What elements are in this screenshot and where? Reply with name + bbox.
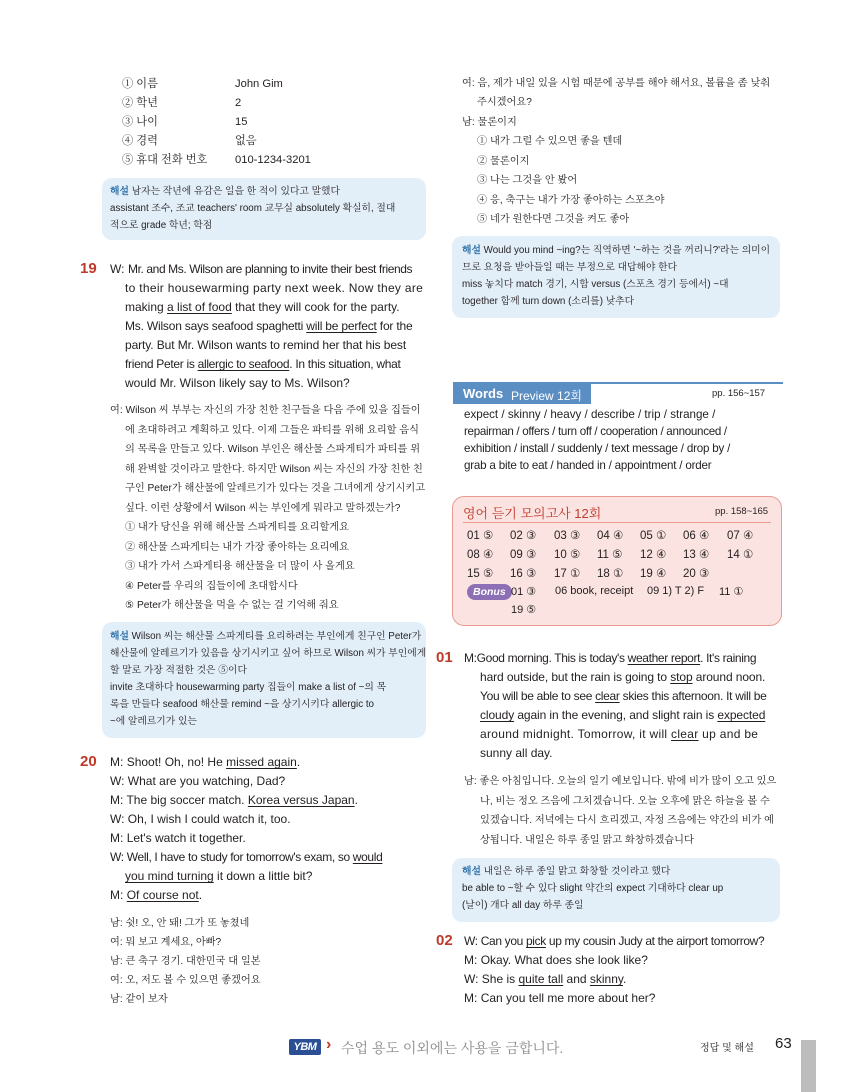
box19-line-1: 해설 Wilson 씨는 해산물 스파게티를 요리하려는 부인에게 친구인 Peter가: [110, 631, 422, 642]
q20-ko-2: 여: 뭐 보고 계세요, 아빠?: [110, 937, 222, 948]
q20-option-4: ④ 응, 축구는 내가 가장 좋아하는 스포츠야: [477, 195, 665, 206]
form-item-1: ① 이름: [122, 78, 158, 90]
question-number-02: 02: [436, 932, 453, 949]
box20-line-3: miss 놓치다 match 경기, 시합 versus (스포츠 경기 등에서) ~대: [462, 279, 729, 290]
question-number-01: 01: [436, 649, 453, 666]
form-value-2: 2: [235, 97, 242, 109]
words-subtitle: Preview 12회: [511, 389, 582, 403]
q19-line-4: Ms. Wilson says seafood spaghetti will be perfect for the: [125, 319, 413, 333]
page-edge-tab: [801, 1040, 816, 1092]
answer-key-pages: pp. 158~165: [715, 506, 769, 517]
form-value-1: John Gim: [235, 78, 283, 90]
q19-line-6: friend Peter is allergic to seafood. In this situation, what: [125, 357, 401, 371]
words-line-2: repairman / offers / turn off / cooperation / announced /: [464, 425, 727, 438]
q19-option-4: ④ Peter를 우리의 집들이에 초대합시다: [125, 581, 298, 592]
bonus-2: 06 book, receipt: [555, 585, 634, 597]
box18-line-3: 적으로 grade 학년; 학점: [110, 220, 213, 231]
q01-line-2: hard outside, but the rain is going to stop around noon.: [480, 670, 766, 684]
words-line-3: exhibition / install / suddenly / text message / drop by /: [464, 442, 731, 455]
form-item-5: ⑤ 휴대 전화 번호: [122, 154, 208, 166]
q19-option-5: ⑤ Peter가 해산물을 먹을 수 없는 걸 기억해 줘요: [125, 600, 339, 611]
q20-line-6: W: Well, I have to study for tomorrow's exam, so would: [110, 850, 383, 864]
q01-line-3: You will be able to see clear skies this afternoon. It will be: [480, 689, 767, 703]
q01-ko-1: 남: 좋은 아침입니다. 오늘의 일기 예보입니다. 밖에 비가 많이 오고 있으: [464, 776, 777, 787]
q01-line-6: sunny all day.: [480, 746, 553, 760]
footer-notice: 수업 용도 이외에는 사용을 금합니다.: [341, 1040, 564, 1056]
q19-option-1: ① 내가 당신을 위해 해산물 스파게티를 요리할게요: [125, 522, 349, 533]
page-number: 63: [775, 1035, 792, 1052]
q19-speaker: W:: [110, 262, 125, 276]
box19-line-2: 해산물에 알레르기가 있음을 상기시키고 싶어 하므로 Wilson 씨가 부인에게: [110, 648, 427, 659]
q19-ko-2: 에 초대하려고 계획하고 있다. 이제 그들은 파티를 위해 요리할 음식: [125, 425, 420, 436]
q20-line-4: W: Oh, I wish I could watch it, too.: [110, 812, 291, 826]
q20-option-3: ③ 나는 그것을 안 봤어: [477, 175, 578, 186]
q02-line-1: W: Can you pick up my cousin Judy at the airport tomorrow?: [464, 934, 765, 948]
q19-ko-6: 싶다. 이런 상황에서 Wilson 씨는 부인에게 뭐라고 말하겠는가?: [125, 503, 401, 514]
form-value-5: 010-1234-3201: [235, 154, 311, 166]
q19-line-5: party. But Mr. Wilson wants to remind her that his best: [125, 338, 407, 352]
q01-ko-4: 상됩니다. 내일은 하루 종일 맑고 화창하겠습니다: [480, 835, 694, 846]
q19-line-7: would Mr. Wilson likely say to Ms. Wilson?: [125, 376, 350, 390]
q20-option-1: ① 내가 그럴 수 있으면 좋을 텐데: [477, 136, 623, 147]
q19-ko-5: 구인 Peter가 해산물에 알레르기가 있다는 것을 그녀에게 상기시키고: [125, 483, 426, 494]
explanation-tag: 해설: [462, 866, 481, 877]
q20c-line-1: 여: 음, 제가 내일 있을 시험 때문에 공부를 해야 해서요, 볼륨을 좀 낮춰: [462, 78, 771, 89]
q20-line-5: M: Let's watch it together.: [110, 831, 246, 845]
q19-line-3: making a list of food that they will cook for the party.: [125, 300, 400, 314]
q19-ko-3: 의 목록을 만들고 있다. Wilson 부인은 해산물 스파게티가 파티를 위: [125, 444, 421, 455]
box20-line-4: together 함께 turn down (소리를) 낮추다: [462, 296, 635, 307]
words-line-1: expect / skinny / heavy / describe / trip / strange /: [464, 408, 716, 421]
explanation-box-01: [452, 858, 780, 922]
chevron-right-icon: ›: [326, 1036, 332, 1053]
box20-line-2: 므로 요청을 받아들일 때는 부정으로 대답해야 한다: [462, 262, 678, 273]
q19-line-1: Mr. and Ms. Wilson are planning to invite their best friends: [128, 262, 413, 276]
q20-option-5: ⑤ 네가 원한다면 그것을 켜도 좋아: [477, 214, 630, 225]
q02-line-3: W: She is quite tall and skinny.: [464, 972, 627, 986]
question-number-19: 19: [80, 260, 97, 277]
box19-line-4: invite 초대하다 housewarming party 집들이 make a list of ~의 목: [110, 682, 387, 693]
form-value-3: 15: [235, 116, 248, 128]
answer-key-divider: [463, 522, 771, 523]
q20-ko-5: 남: 같이 보자: [110, 994, 168, 1005]
box01-line-1: 해설 내일은 하루 종일 맑고 화창할 것이라고 했다: [462, 866, 671, 877]
bonus-4: 11 ①: [719, 586, 744, 598]
form-item-3: ③ 나이: [122, 116, 158, 128]
q02-line-2: M: Okay. What does she look like?: [464, 953, 648, 967]
q20-line-8: M: Of course not.: [110, 888, 203, 902]
q20-ko-1: 남: 쉿! 오, 안 돼! 그가 또 놓쳤네: [110, 918, 250, 929]
q01-ko-2: 나, 비는 정오 즈음에 그치겠습니다. 오늘 오후에 맑은 하늘을 볼 수: [480, 796, 770, 807]
words-title: Words: [463, 386, 504, 401]
q01-ko-3: 있겠습니다. 저녁에는 다시 흐리겠고, 자정 즈음에는 약간의 비가 예: [480, 815, 775, 826]
bonus-1: 01 ③: [511, 586, 537, 598]
footer-section-label: 정답 및 해설: [700, 1043, 754, 1054]
q20-line-2: W: What are you watching, Dad?: [110, 774, 286, 788]
box01-line-2: be able to ~할 수 있다 slight 약간의 expect 기대하다 clear up: [462, 883, 724, 894]
q20-ko-3: 남: 큰 축구 경기. 대한민국 대 일본: [110, 956, 261, 967]
words-line-4: grab a bite to eat / handed in / appointment / order: [464, 459, 712, 472]
answer-key-box: 영어 듣기 모의고사 12회 pp. 158~165 01 ⑤ 02 ③ 03 ③ 04 ④ 05 ① 06 ④ 07 ④ 08 ④ 09 ③ 10 ⑤ 11 ⑤ 12 ④ 13 ④ 14 ① 15 ⑤ 16 ③ 17 ① 18 ① 19 ④ 20 ③ Bonus 01 ③ 06 book, receipt 09 1) T 2) F 11 ① 19 ⑤: [452, 496, 782, 626]
q20-line-7: you mind turning it down a little bit?: [125, 869, 313, 883]
explanation-box-20: [452, 236, 780, 318]
explanation-tag: 해설: [462, 245, 481, 256]
ybm-logo: YBM: [289, 1039, 321, 1055]
q19-line-2: to their housewarming party next week. Now they are: [125, 281, 424, 295]
q20-line-1: M: Shoot! Oh, no! He missed again.: [110, 755, 301, 769]
explanation-box-19: [102, 622, 426, 738]
bonus-3: 09 1) T 2) F: [647, 585, 705, 597]
box19-line-3: 할 말로 가장 적절한 것은 ⑤이다: [110, 665, 247, 676]
explanation-box-18: [102, 178, 426, 240]
q20c-line-2: 주시겠어요?: [477, 97, 532, 108]
box18-line-1: 해설 남자는 작년에 유감은 일을 한 적이 있다고 말했다: [110, 186, 340, 197]
bonus-badge: Bonus: [467, 584, 512, 600]
q20c-line-3: 남: 물론이지: [462, 117, 517, 128]
q20-ko-4: 여: 오, 저도 볼 수 있으면 좋겠어요: [110, 975, 261, 986]
box19-line-6: ~에 알레르기가 있는: [110, 716, 197, 727]
box19-line-5: 록을 만들다 seafood 해산물 remind ~을 상기시키다 allergic to: [110, 699, 375, 710]
form-item-2: ② 학년: [122, 97, 158, 109]
box01-line-3: (날이) 개다 all day 하루 종일: [462, 900, 584, 911]
form-value-4: 없음: [235, 135, 257, 147]
bonus-5: 19 ⑤: [511, 604, 537, 616]
q19-ko-4: 해 완벽할 것이라고 말한다. 하지만 Wilson 씨는 자신의 가장 친한 친: [125, 464, 423, 475]
words-pages: pp. 156~157: [712, 388, 766, 399]
words-header-tab: [453, 384, 591, 404]
answer-key-title: 영어 듣기 모의고사 12회: [463, 506, 602, 521]
q19-option-2: ② 해산물 스파게티는 내가 가장 좋아하는 요리예요: [125, 542, 349, 553]
q20-option-2: ② 물론이지: [477, 156, 530, 167]
q02-line-4: M: Can you tell me more about her?: [464, 991, 656, 1005]
question-number-20: 20: [80, 753, 97, 770]
q20-line-3: M: The big soccer match. Korea versus Japan.: [110, 793, 358, 807]
explanation-tag: 해설: [110, 631, 129, 642]
form-item-4: ④ 경력: [122, 135, 158, 147]
q19-ko-1: 여: Wilson 씨 부부는 자신의 가장 친한 친구들을 다음 주에 있을 집들이: [110, 405, 421, 416]
q01-line-4: cloudy again in the evening, and slight rain is expected: [480, 708, 766, 722]
box20-line-1: 해설 Would you mind ~ing?는 직역하면 '~하는 것을 꺼리니?'라는 의미이: [462, 245, 771, 256]
explanation-tag: 해설: [110, 186, 129, 197]
q01-line-5: around midnight. Tomorrow, it will clear up and be: [480, 727, 759, 741]
q19-option-3: ③ 내가 가서 스파게티용 해산물을 더 많이 사 올게요: [125, 561, 355, 572]
box18-line-2: assistant 조수, 조교 teachers' room 교무실 absolutely 확실히, 절대: [110, 203, 396, 214]
q01-line-1: M:Good morning. This is today's weather report. It's raining: [464, 651, 757, 665]
